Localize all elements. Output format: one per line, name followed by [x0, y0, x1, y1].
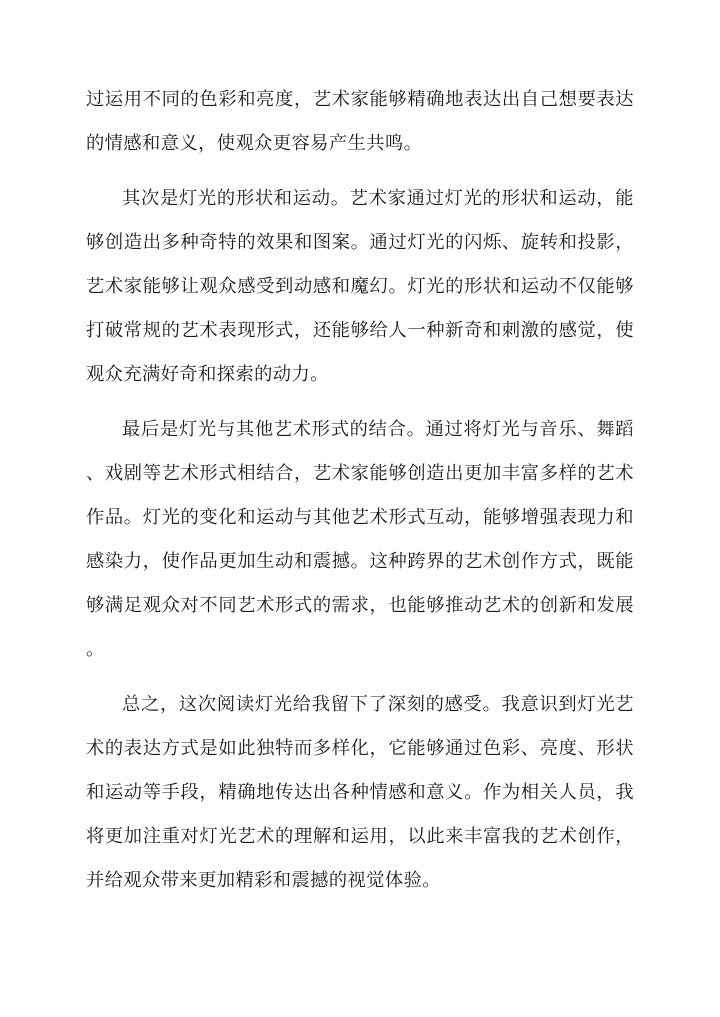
text-line: 、戏剧等艺术形式相结合，艺术家能够创造出更加丰富多样的艺术: [86, 463, 634, 484]
text-line: 够满足观众对不同艺术形式的需求，也能够推动艺术的创新和发展: [86, 595, 634, 616]
text-line: 其次是灯光的形状和运动。艺术家通过灯光的形状和运动，能: [122, 188, 634, 209]
text-line: 作品。灯光的变化和运动与其他艺术形式互动，能够增强表现力和: [86, 507, 634, 528]
text-line: 打破常规的艺术表现形式，还能够给人一种新奇和刺激的感觉，使: [86, 320, 634, 341]
text-line: 总之，这次阅读灯光给我留下了深刻的感受。我意识到灯光艺: [122, 694, 634, 715]
text-line: 艺术家能够让观众感受到动感和魔幻。灯光的形状和运动不仅能够: [86, 276, 634, 297]
text-line: 的情感和意义，使观众更容易产生共鸣。: [86, 133, 423, 154]
text-line: 感染力，使作品更加生动和震撼。这种跨界的艺术创作方式，既能: [86, 551, 634, 572]
text-line: 术的表达方式是如此独特而多样化，它能够通过色彩、亮度、形状: [86, 738, 634, 759]
text-line: 最后是灯光与其他艺术形式的结合。通过将灯光与音乐、舞蹈: [122, 419, 634, 440]
text-line: 将更加注重对灯光艺术的理解和运用，以此来丰富我的艺术创作，: [86, 826, 634, 847]
text-line: 够创造出多种奇特的效果和图案。通过灯光的闪烁、旋转和投影，: [86, 232, 634, 253]
text-line: 。: [86, 639, 105, 660]
text-line: 并给观众带来更加精彩和震撼的视觉体验。: [86, 870, 441, 891]
text-line: 观众充满好奇和探索的动力。: [86, 364, 329, 385]
text-line: 过运用不同的色彩和亮度，艺术家能够精确地表达出自己想要表达: [86, 89, 634, 110]
text-line: 和运动等手段，精确地传达出各种情感和意义。作为相关人员，我: [86, 782, 634, 803]
